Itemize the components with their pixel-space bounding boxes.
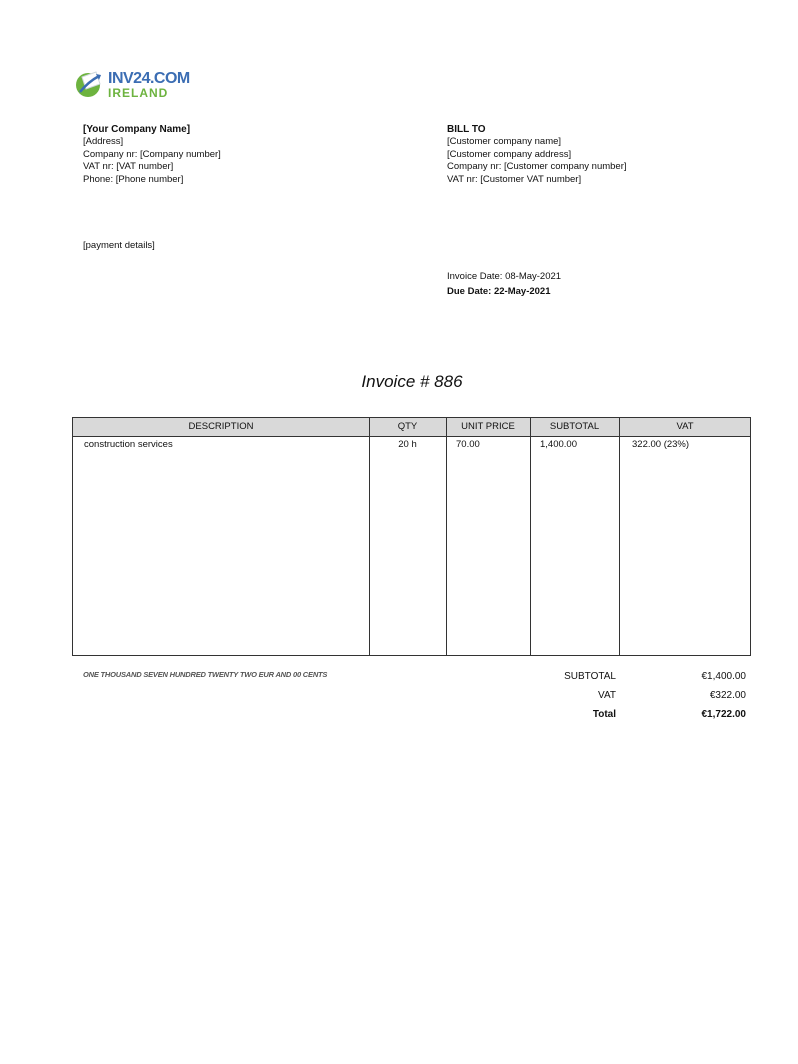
customer-name: [Customer company name] (447, 136, 562, 147)
row-unit-price: 70.00 (456, 439, 480, 450)
seller-phone: Phone: [Phone number] (83, 173, 184, 185)
seller-block (83, 124, 221, 186)
total-value: €1,722.00 (701, 709, 746, 720)
payment-details: [payment details] (83, 240, 155, 251)
amount-in-words: ONE THOUSAND SEVEN HUNDRED TWENTY TWO EUR AND 00 CENTS (83, 670, 328, 679)
vat-value: €322.00 (709, 690, 746, 701)
bill-to-block (447, 124, 627, 186)
logo-icon (74, 68, 106, 100)
seller-company-nr: Company nr: [Company number] (83, 148, 221, 160)
header-subtotal: SUBTOTAL (549, 421, 600, 432)
header-vat: VAT (676, 421, 694, 432)
items-table (72, 417, 751, 656)
invoice-date: Invoice Date: 08-May-2021 (447, 271, 562, 282)
invoice-dates (447, 269, 561, 299)
subtotal-label: SUBTOTAL (564, 671, 616, 682)
seller-name: [Your Company Name] (83, 124, 191, 135)
subtotal-value: €1,400.00 (701, 671, 746, 682)
header-qty: QTY (397, 421, 418, 432)
header-description: DESCRIPTION (188, 421, 254, 432)
logo-text: INV24.COM (108, 70, 190, 87)
row-vat: 322.00 (23%) (632, 439, 690, 450)
column-divider (619, 418, 620, 655)
due-date: Due Date: 22-May-2021 (447, 286, 551, 297)
bill-to-heading: BILL TO (447, 124, 486, 135)
customer-address: [Customer company address] (447, 148, 572, 160)
seller-vat-nr: VAT nr: [VAT number] (83, 161, 174, 172)
row-description: construction services (84, 439, 173, 450)
logo-subtext: IRELAND (108, 86, 169, 100)
row-subtotal: 1,400.00 (540, 439, 577, 450)
column-divider (369, 418, 370, 655)
total-label: Total (592, 709, 616, 720)
column-divider (446, 418, 447, 655)
customer-vat-nr: VAT nr: [Customer VAT number] (447, 173, 582, 185)
seller-address: [Address] (83, 136, 124, 147)
customer-company-nr: Company nr: [Customer company number] (447, 161, 627, 172)
invoice-title: Invoice # 886 (361, 372, 463, 391)
row-qty: 20 h (398, 439, 417, 450)
column-divider (530, 418, 531, 655)
header-unit-price: UNIT PRICE (461, 421, 515, 432)
vat-label: VAT (598, 690, 616, 701)
company-logo (74, 68, 190, 102)
